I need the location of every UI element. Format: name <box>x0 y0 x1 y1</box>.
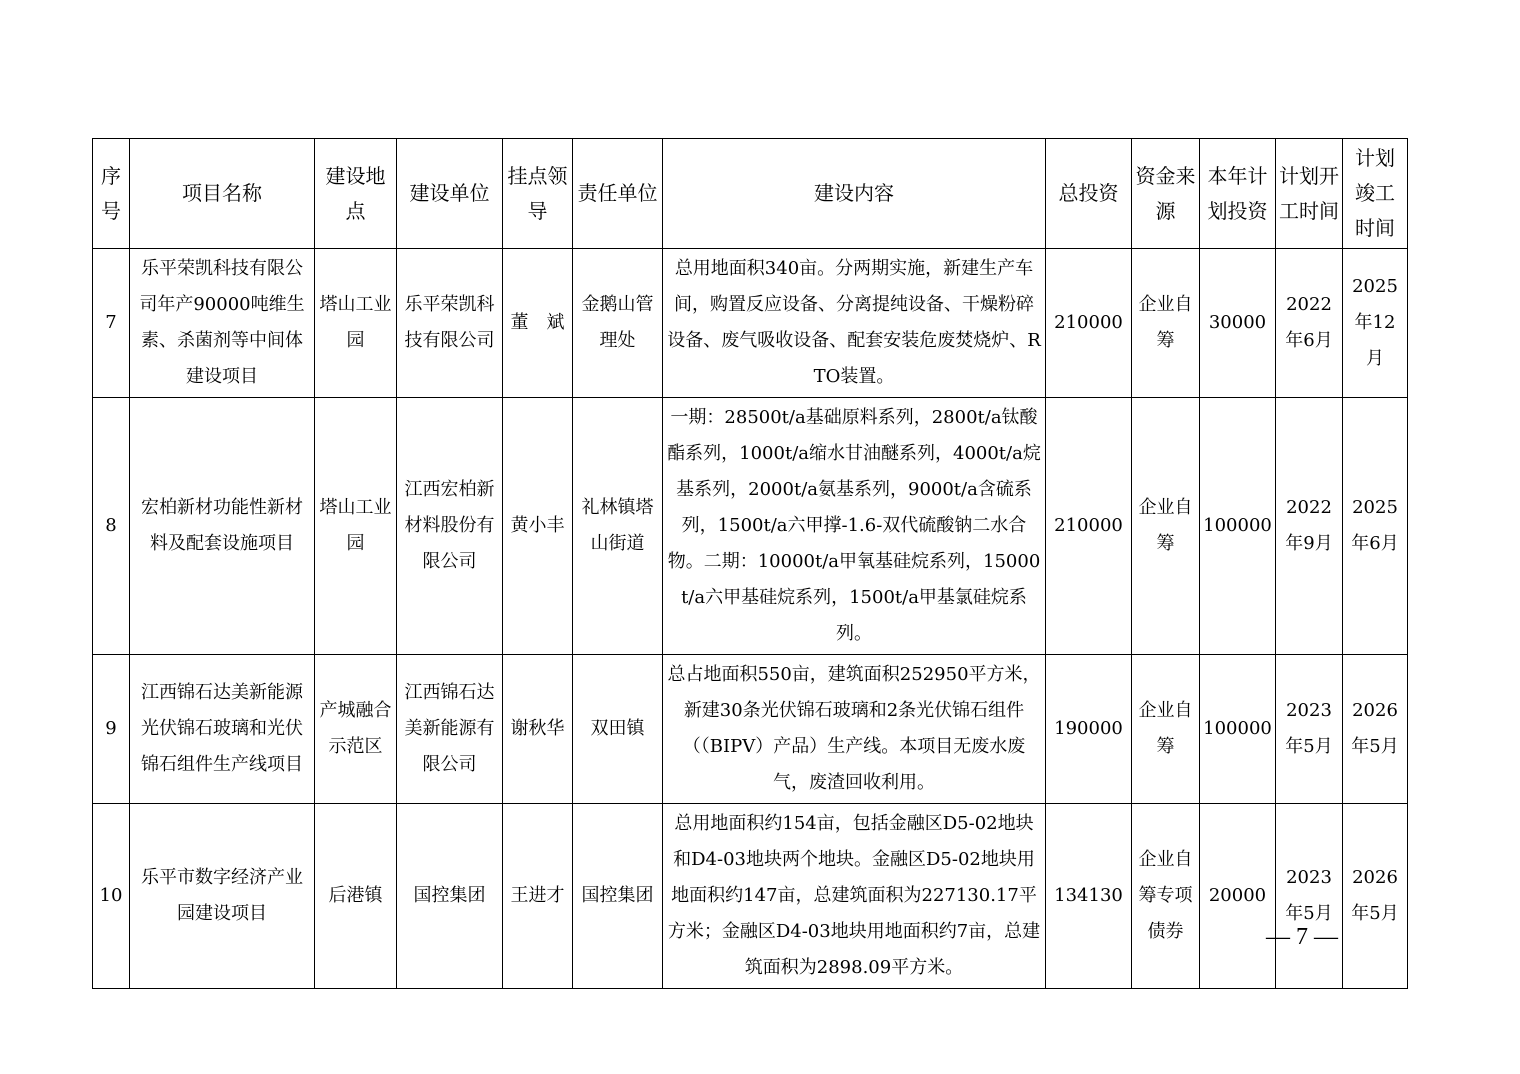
cell-leader: 谢秋华 <box>503 655 573 804</box>
cell-no: 10 <box>93 804 130 989</box>
cell-start: 2023年5月 <box>1276 655 1343 804</box>
table-row <box>93 249 1408 398</box>
header-no: 序号 <box>93 139 130 249</box>
page-number: — 7 — <box>1266 924 1338 950</box>
cell-unit: 江西宏柏新材料股份有限公司 <box>397 398 503 655</box>
cell-annual: 100000 <box>1200 655 1276 804</box>
cell-total: 210000 <box>1046 398 1132 655</box>
cell-end: 2026年5月 <box>1343 804 1408 989</box>
cell-location: 塔山工业园 <box>315 249 397 398</box>
cell-total: 210000 <box>1046 249 1132 398</box>
cell-source: 企业自筹 <box>1132 398 1200 655</box>
cell-unit: 国控集团 <box>397 804 503 989</box>
cell-unit: 江西锦石达美新能源有限公司 <box>397 655 503 804</box>
cell-name: 江西锦石达美新能源光伏锦石玻璃和光伏锦石组件生产线项目 <box>130 655 315 804</box>
cell-annual: 20000 <box>1200 804 1276 989</box>
cell-name: 乐平市数字经济产业园建设项目 <box>130 804 315 989</box>
cell-total: 134130 <box>1046 804 1132 989</box>
cell-no: 8 <box>93 398 130 655</box>
cell-content: 总占地面积550亩，建筑面积252950平方米，新建30条光伏锦石玻璃和2条光伏锦石组件（（BIPV）产品）生产线。本项目无废水废气，废渣回收利用。 <box>663 655 1046 804</box>
header-start: 计划开工时间 <box>1276 139 1343 249</box>
header-source: 资金来源 <box>1132 139 1200 249</box>
cell-source: 企业自筹专项债券 <box>1132 804 1200 989</box>
header-location: 建设地点 <box>315 139 397 249</box>
cell-total: 190000 <box>1046 655 1132 804</box>
cell-source: 企业自筹 <box>1132 655 1200 804</box>
cell-source: 企业自筹 <box>1132 249 1200 398</box>
cell-end: 2026年5月 <box>1343 655 1408 804</box>
cell-location: 塔山工业园 <box>315 398 397 655</box>
cell-location: 后港镇 <box>315 804 397 989</box>
header-row <box>93 139 1408 249</box>
cell-start: 2023年5月 <box>1276 804 1343 989</box>
header-total: 总投资 <box>1046 139 1132 249</box>
table-row <box>93 804 1408 989</box>
cell-annual: 100000 <box>1200 398 1276 655</box>
cell-end: 2025年6月 <box>1343 398 1408 655</box>
cell-responsible: 金鹅山管理处 <box>573 249 663 398</box>
header-unit: 建设单位 <box>397 139 503 249</box>
cell-name: 乐平荣凯科技有限公司年产90000吨维生素、杀菌剂等中间体建设项目 <box>130 249 315 398</box>
header-leader: 挂点领导 <box>503 139 573 249</box>
cell-content: 总用地面积约154亩，包括金融区D5-02地块和D4-03地块两个地块。金融区D5-02地块用地面积约147亩，总建筑面积为227130.17平方米；金融区D4-03地块用地面积约7亩，总建筑面积为2898.09平方米。 <box>663 804 1046 989</box>
header-annual: 本年计划投资 <box>1200 139 1276 249</box>
header-responsible: 责任单位 <box>573 139 663 249</box>
cell-content: 总用地面积340亩。分两期实施，新建生产车间，购置反应设备、分离提纯设备、干燥粉碎设备、废气吸收设备、配套安装危废焚烧炉、RTO装置。 <box>663 249 1046 398</box>
cell-start: 2022年6月 <box>1276 249 1343 398</box>
cell-leader: 董 斌 <box>503 249 573 398</box>
header-name: 项目名称 <box>130 139 315 249</box>
cell-leader: 黄小丰 <box>503 398 573 655</box>
cell-content: 一期：28500t/a基础原料系列，2800t/a钛酸酯系列，1000t/a缩水甘油醚系列，4000t/a烷基系列，2000t/a氨基系列，9000t/a含硫系列，1500t/a六甲撑-1.6-双代硫酸钠二水合物。二期：10000t/a甲氧基硅烷系列，15000t/a六甲基硅烷系列，1500t/a甲基氯硅烷系列。 <box>663 398 1046 655</box>
table-row <box>93 398 1408 655</box>
cell-annual: 30000 <box>1200 249 1276 398</box>
cell-no: 9 <box>93 655 130 804</box>
cell-no: 7 <box>93 249 130 398</box>
header-end: 计划竣工时间 <box>1343 139 1408 249</box>
cell-unit: 乐平荣凯科技有限公司 <box>397 249 503 398</box>
cell-location: 产城融合示范区 <box>315 655 397 804</box>
table-row <box>93 655 1408 804</box>
cell-responsible: 双田镇 <box>573 655 663 804</box>
cell-start: 2022年9月 <box>1276 398 1343 655</box>
project-table <box>92 138 1408 989</box>
cell-leader: 王进才 <box>503 804 573 989</box>
header-content: 建设内容 <box>663 139 1046 249</box>
cell-responsible: 礼林镇塔山街道 <box>573 398 663 655</box>
cell-responsible: 国控集团 <box>573 804 663 989</box>
cell-end: 2025年12月 <box>1343 249 1408 398</box>
cell-name: 宏柏新材功能性新材料及配套设施项目 <box>130 398 315 655</box>
